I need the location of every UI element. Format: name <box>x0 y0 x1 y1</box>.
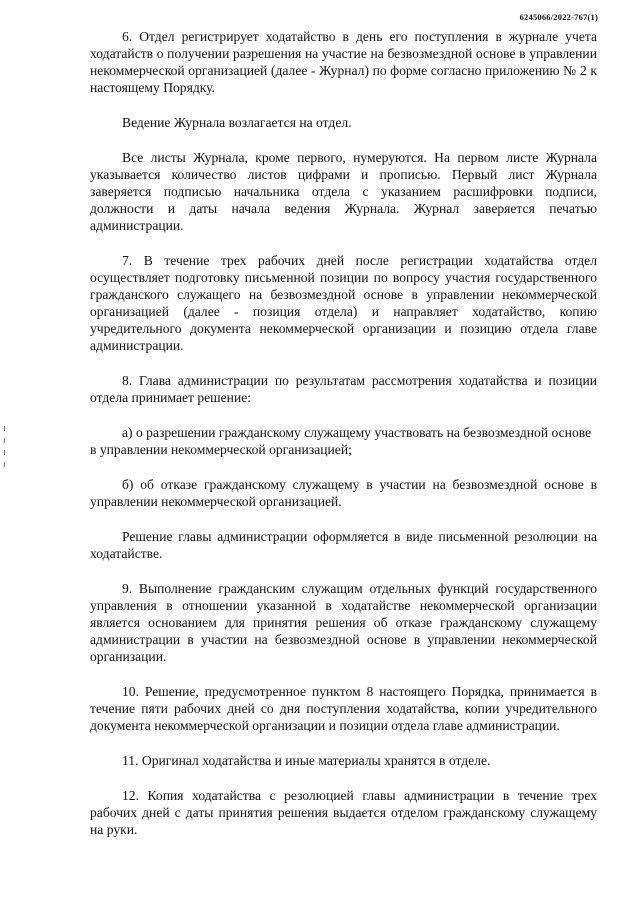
paragraph-6: 6. Отдел регистрирует ходатайство в день его поступления в журнале учета ходатайств о получении разрешения на участие на безвозмездной основе в управлении некоммерческой организацией (далее - Журнал) по форме согласно приложению № 2 к настоящему Порядку. <box>90 29 597 95</box>
margin-marks <box>4 426 6 474</box>
paragraph-11: 11. Оригинал ходатайства и иные материалы хранятся в отделе. <box>122 753 491 768</box>
paragraph-7: 7. В течение трех рабочих дней после регистрации ходатайства отдел осуществляет подготовку письменной позиции по вопросу участия государственного гражданского служащего на безвозмездной основе в управлении некоммерческой организацией (далее - позиция отдела) и направляет ходатайство, копию учредительного документа некоммерческой организации и позицию отдела главе администрации. <box>90 253 597 353</box>
paragraph-12: 12. Копия ходатайства с резолюцией главы администрации в течение трех рабочих дней с даты принятия решения выдается отделом гражданскому служащему на руки. <box>90 788 597 837</box>
paragraph-journal-sheets: Все листы Журнала, кроме первого, нумеруются. На первом листе Журнала указывается количество листов цифрами и прописью. Первый лист Журнала заверяется подписью начальника отдела с указанием расшифровки подписи, должности и даты начала ведения Журнала. Журнал заверяется печатью администрации. <box>90 150 597 233</box>
paragraph-9: 9. Выполнение гражданским служащим отдельных функций государственного управления в отношении указанной в ходатайстве некоммерческой организации является основанием для принятия решения об отказе гражданскому служащему администрации в участии на безвозмездной основе в управлении некоммерческой организации. <box>90 581 597 664</box>
paragraph-resolution: Решение главы администрации оформляется в виде письменной резолюции на ходатайстве. <box>90 529 597 561</box>
paragraph-8: 8. Глава администрации по результатам рассмотрения ходатайства и позиции отдела принимает решение: <box>90 373 597 405</box>
paragraph-8b: б) об отказе гражданскому служащему в участии на безвозмездной основе в управлении некоммерческой организацией. <box>90 477 597 509</box>
document-body <box>90 28 597 856</box>
paragraph-8a-line-2: в управлении некоммерческой организацией; <box>90 442 352 457</box>
paragraph-8a <box>90 424 597 458</box>
paragraph-8a-line-1: а) о разрешении гражданскому служащему участвовать на безвозмездной основе <box>122 425 592 440</box>
paragraph-journal-keeping: Ведение Журнала возлагается на отдел. <box>122 115 352 130</box>
document-id: 6245066/2022-767(1) <box>519 12 598 22</box>
paragraph-10: 10. Решение, предусмотренное пунктом 8 настоящего Порядка, принимается в течение пяти рабочих дней со дня поступления ходатайства, копии учредительного документа некоммерческой организации и позиции отдела главе администрации. <box>90 684 597 733</box>
